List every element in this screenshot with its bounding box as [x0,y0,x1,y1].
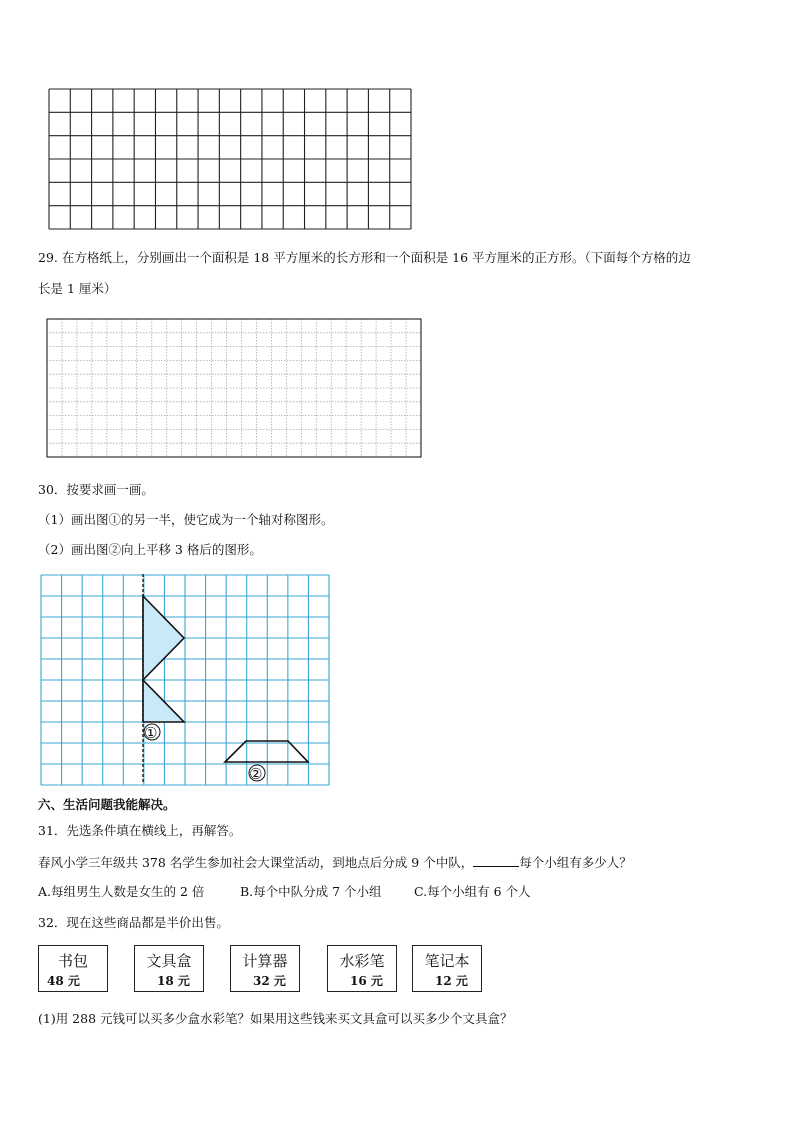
product-price: 16 元 [350,974,383,988]
product-name: 计算器 [242,952,288,970]
q31-answer-blank[interactable] [473,854,519,867]
q30-part2: （2）画出图②向上平移 3 格后的图形。 [38,542,262,557]
q31-title: 31．先选条件填在横线上，再解答。 [38,823,242,838]
product-price: 32 元 [253,974,286,988]
product-name: 水彩笔 [339,952,385,970]
product-card [38,945,108,992]
shape-2-trapezoid [225,741,308,762]
q29-dotted-grid[interactable] [46,318,424,460]
product-price: 18 元 [157,974,190,988]
q31-option-a[interactable]: A.每组男生人数是女生的 2 倍 [38,884,205,899]
q31-option-b[interactable]: B.每个中队分成 7 个小组 [240,884,382,899]
q31-text-after: 每个小组有多少人？ [519,855,632,870]
q32-sub1: (1)用 288 元钱可以买多少盒水彩笔？如果用这些钱来买文具盒可以买多少个文具盒？ [38,1011,513,1026]
q30-drawing-grid[interactable] [40,574,330,788]
product-card [412,945,482,992]
product-price: 48 元 [47,974,80,988]
q32-title: 32．现在这些商品都是半价出售。 [38,915,229,930]
q30-part1: （1）画出图①的另一半，使它成为一个轴对称图形。 [38,512,334,527]
product-name: 书包 [57,952,88,970]
q31-option-c[interactable]: C.每个小组有 6 个人 [414,884,531,899]
product-card [230,945,300,992]
q31-text [38,854,632,871]
label-1: ① [144,724,158,742]
q29-line2: 长是 1 厘米） [38,281,117,296]
label-2: ② [249,765,263,783]
product-name: 笔记本 [424,952,470,970]
section6-title: 六、生活问题我能解决。 [38,797,176,812]
product-name: 文具盒 [146,952,192,970]
top-answer-grid [48,88,414,232]
product-price: 12 元 [435,974,468,988]
q31-text-before: 春风小学三年级共 378 名学生参加社会大课堂活动，到地点后分成 9 个中队， [38,855,474,870]
q29-line1: 29. 在方格纸上，分别画出一个面积是 18 平方厘米的长方形和一个面积是 16 平方厘米的正方形。（下面每个方格的边 [38,250,691,265]
product-card [327,945,397,992]
q30-title: 30．按要求画一画。 [38,482,154,497]
product-card [134,945,204,992]
